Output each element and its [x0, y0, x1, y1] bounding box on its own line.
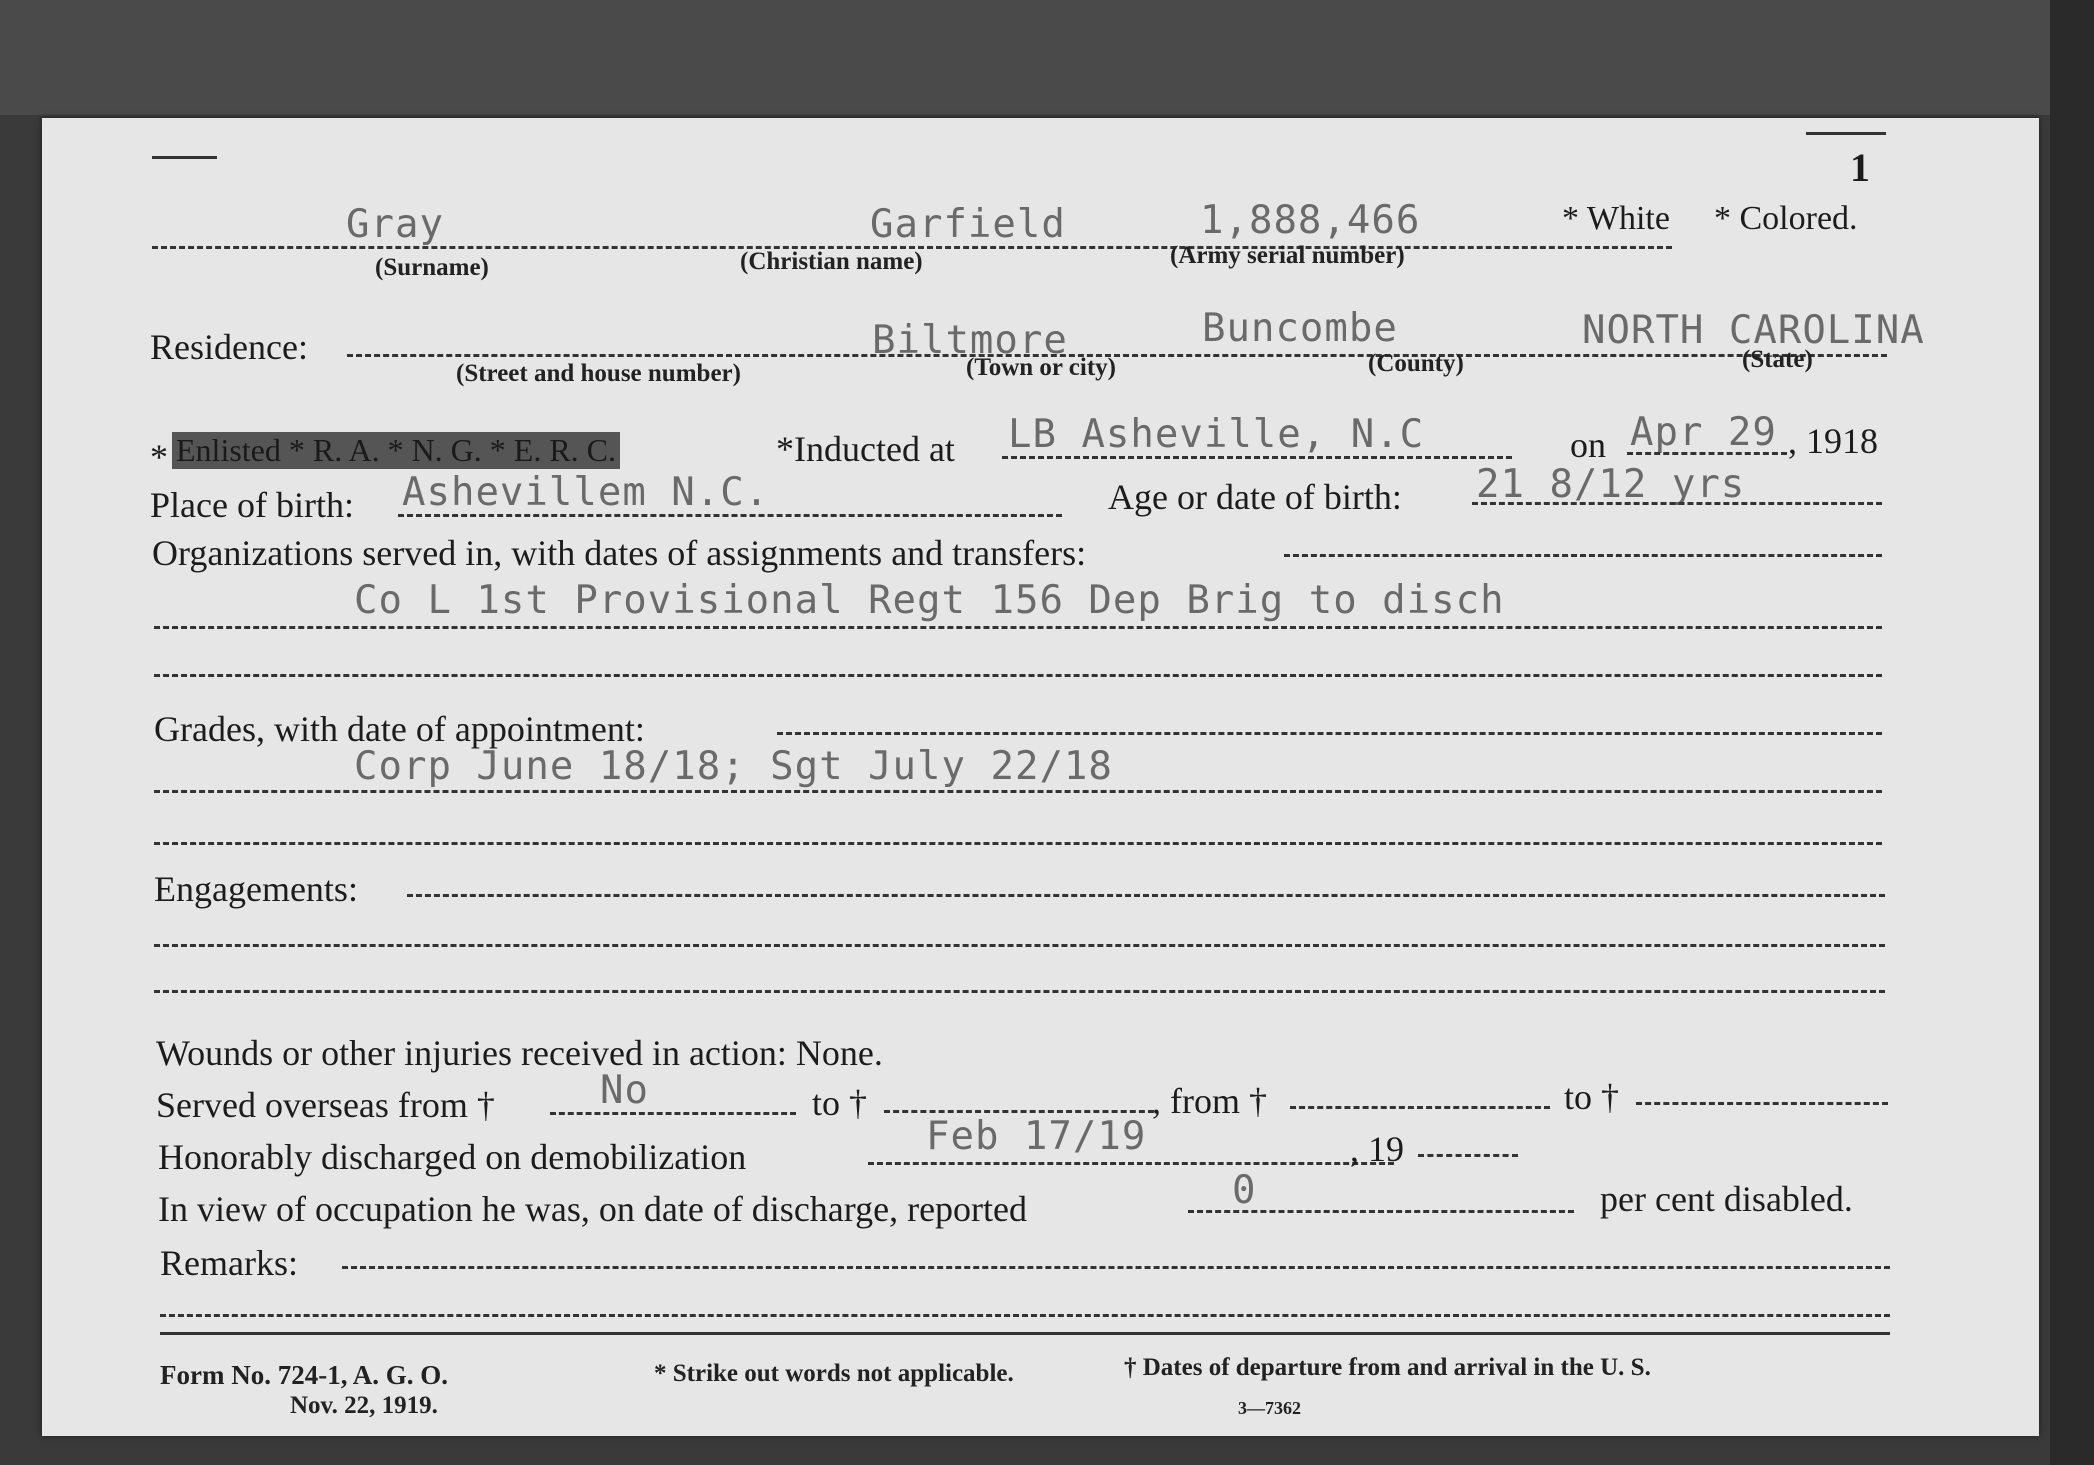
residence-line — [347, 354, 1887, 357]
christian-name-value: Garfield — [870, 202, 1066, 247]
discharge-date-value: Feb 17/19 — [926, 1114, 1147, 1159]
colored-option: * Colored. — [1714, 200, 1858, 237]
grades-value: Corp June 18/18; Sgt July 22/18 — [354, 744, 1113, 789]
organizations-value: Co L 1st Provisional Regt 156 Dep Brig to disch — [354, 578, 1505, 623]
enlist-star: * — [150, 437, 168, 477]
overseas-from2-line — [1290, 1106, 1550, 1109]
discharge-year: , 19 — [1350, 1129, 1404, 1169]
print-code: 3—7362 — [1238, 1398, 1301, 1418]
engagements-label: Engagements: — [154, 869, 358, 909]
christian-name-label: (Christian name) — [740, 248, 923, 275]
remarks-line-1 — [160, 1314, 1890, 1317]
scan-border — [2050, 0, 2094, 1465]
place-of-birth-label: Place of birth: — [150, 485, 354, 525]
grades-line-2 — [154, 842, 1882, 845]
scan-background — [0, 0, 2094, 115]
residence-label: Residence: — [150, 327, 308, 367]
inducted-label: *Inducted at — [776, 429, 955, 469]
age-value: 21 8/12 yrs — [1476, 462, 1746, 507]
organizations-label: Organizations served in, with dates of assignments and transfers: — [152, 533, 1087, 573]
place-of-birth-value: Ashevillem N.C. — [402, 470, 770, 515]
organizations-line-2 — [154, 674, 1882, 677]
place-of-birth-line — [398, 514, 1062, 517]
engagements-line-0 — [407, 894, 1885, 897]
discharge-label: Honorably discharged on demobilization — [158, 1137, 747, 1177]
top-left-rule — [152, 156, 217, 159]
disability-suffix: per cent disabled. — [1600, 1179, 1853, 1219]
overseas-to-label: to † — [812, 1083, 868, 1123]
induction-year: , 1918 — [1788, 421, 1878, 461]
surname-label: (Surname) — [375, 254, 489, 281]
organizations-line-1 — [154, 626, 1882, 629]
form-number: Form No. 724-1, A. G. O. — [160, 1360, 448, 1390]
organizations-line-0 — [1284, 554, 1882, 557]
overseas-to2-label: to † — [1564, 1077, 1620, 1117]
serial-number-value: 1,888,466 — [1200, 198, 1421, 243]
inducted-place-value: LB Asheville, N.C — [1008, 412, 1425, 457]
county-label: (County) — [1368, 350, 1464, 377]
remarks-line-0 — [342, 1266, 1890, 1269]
on-label: on — [1570, 425, 1606, 465]
induction-date-line — [1627, 452, 1787, 455]
street-label: (Street and house number) — [456, 360, 741, 387]
inducted-line — [1002, 456, 1512, 459]
engagements-line-1 — [154, 944, 1885, 947]
dates-note: † Dates of departure from and arrival in the U. S. — [1124, 1354, 1651, 1381]
footer-rule — [160, 1332, 1890, 1335]
card-number: 1 — [1850, 145, 1870, 190]
overseas-from-line — [550, 1112, 796, 1115]
age-label: Age or date of birth: — [1108, 477, 1402, 517]
grades-line-0 — [777, 732, 1882, 735]
town-label: (Town or city) — [966, 354, 1116, 381]
overseas-label: Served overseas from † — [156, 1085, 495, 1125]
disability-value: 0 — [1232, 1168, 1257, 1213]
discharge-year-line — [1418, 1154, 1518, 1157]
age-line — [1472, 502, 1882, 505]
white-option: * White — [1562, 200, 1670, 237]
top-right-rule — [1806, 132, 1886, 135]
struck-enlisted-options: Enlisted * R. A. * N. G. * E. R. C. — [172, 432, 620, 469]
surname-value: Gray — [346, 202, 444, 247]
overseas-from2-label: , from † — [1152, 1081, 1267, 1121]
town-value: Biltmore — [872, 318, 1068, 363]
discharge-date-line — [868, 1162, 1394, 1165]
form-date: Nov. 22, 1919. — [290, 1392, 438, 1419]
overseas-to2-line — [1636, 1102, 1888, 1105]
disability-line — [1188, 1210, 1574, 1213]
state-value: NORTH CAROLINA — [1582, 308, 1925, 353]
engagements-line-2 — [154, 990, 1885, 993]
serial-number-label: (Army serial number) — [1170, 242, 1405, 269]
remarks-label: Remarks: — [160, 1243, 298, 1283]
strike-note: * Strike out words not applicable. — [654, 1360, 1014, 1387]
induction-date-value: Apr 29 — [1630, 410, 1777, 455]
disability-label: In view of occupation he was, on date of discharge, reported — [158, 1189, 1028, 1229]
grades-line-1 — [154, 790, 1882, 793]
overseas-from-value: No — [600, 1068, 649, 1113]
county-value: Buncombe — [1202, 306, 1398, 351]
grades-label: Grades, with date of appointment: — [154, 709, 645, 749]
overseas-to-line — [884, 1110, 1154, 1113]
wounds-label: Wounds or other injuries received in action: None. — [156, 1033, 883, 1073]
state-label: (State) — [1742, 346, 1813, 373]
service-record-card — [42, 118, 2039, 1436]
